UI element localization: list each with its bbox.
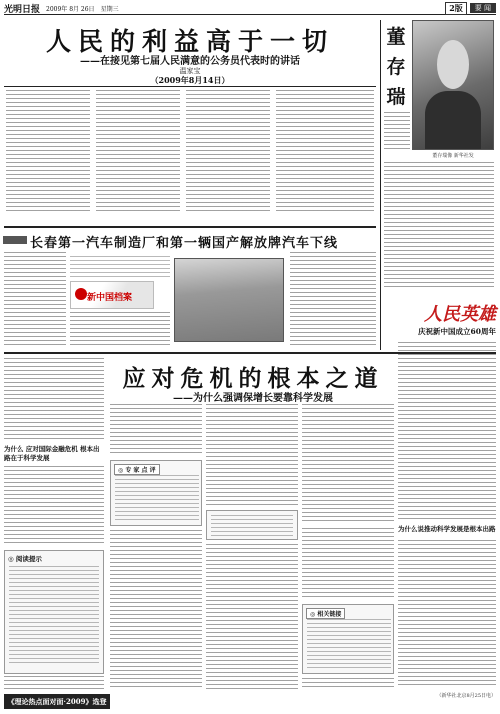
article-body <box>96 90 180 212</box>
main-dateline: （2009年8月14日） <box>150 75 230 85</box>
page-number: 2版 <box>445 2 467 15</box>
section-name: 要 闻 <box>470 3 496 13</box>
related-box-label: ◎ 相关链接 <box>306 608 345 619</box>
archive-badge <box>70 281 154 309</box>
article-body <box>70 256 170 278</box>
article-body <box>4 252 66 348</box>
article-body <box>4 676 104 690</box>
reading-tips-box <box>4 550 104 674</box>
main-headline: 人民的利益高于一切 <box>45 27 334 56</box>
article-body <box>110 404 202 454</box>
expert-box <box>110 460 202 526</box>
archive-badge-label: 新中国档案 <box>87 293 133 303</box>
reading-tips-label: ◎ 阅读提示 <box>8 555 42 563</box>
feature-subhead: ——为什么强调保增长要靠科学发展 <box>173 393 333 404</box>
series-footer: 《理论热点面对面·2009》选登 <box>4 694 110 709</box>
article-body <box>384 162 494 288</box>
issue-weekday: 星期三 <box>100 5 119 13</box>
article-body <box>6 90 90 212</box>
portrait-photo <box>412 20 494 150</box>
newspaper-logo: 光明日报 <box>4 4 41 15</box>
article-body <box>290 252 376 348</box>
article-body <box>206 404 298 506</box>
article-body <box>276 90 374 212</box>
photo-caption: 董存瑞像 新华社发 <box>432 153 474 159</box>
feature-column-subtitle: 庆祝新中国成立60周年 <box>418 327 496 336</box>
main-subhead: ——在接见第七届人民满意的公务员代表时的讲话 <box>80 56 300 67</box>
article-body <box>398 540 496 688</box>
main-author: 温家宝 <box>179 67 201 75</box>
article-body <box>186 90 270 212</box>
subsection-heading: 为什么说推动科学发展是根本出路 <box>398 525 496 533</box>
pull-quote <box>206 510 298 540</box>
truck-photo <box>174 258 284 342</box>
article-body <box>70 312 170 348</box>
pull-quote-text <box>211 515 293 537</box>
section-marker <box>3 236 27 244</box>
expert-box-label: ◎ 专 家 点 评 <box>114 464 160 475</box>
article-body <box>302 404 394 524</box>
article-body <box>302 528 394 600</box>
masthead <box>4 2 496 15</box>
issue-date: 2009年 8月 26日 <box>46 5 95 13</box>
feature-headline: 应对危机的根本之道 <box>122 365 384 392</box>
archive-headline: 长春第一汽车制造厂和第一辆国产解放牌汽车下线 <box>30 236 339 251</box>
article-body <box>398 342 496 520</box>
article-body <box>384 112 410 152</box>
reading-tips-body <box>9 566 99 666</box>
divider <box>4 226 376 228</box>
divider <box>4 86 376 87</box>
column-divider <box>380 20 381 350</box>
subsection-heading: 为什么 应对国际金融危机 根本出路在于科学发展 <box>4 445 100 462</box>
star-icon <box>75 288 87 300</box>
expert-box-body <box>115 475 199 523</box>
article-body <box>110 530 202 690</box>
feature-name: 董存瑞 <box>386 26 406 108</box>
article-body <box>302 678 394 690</box>
related-box-body <box>307 619 391 671</box>
feature-column-title: 人民英雄 <box>424 304 496 325</box>
article-body <box>4 466 104 546</box>
related-box <box>302 604 394 674</box>
source-note: （新华社北京8月25日电） <box>436 693 496 699</box>
article-body <box>4 358 104 440</box>
article-body <box>206 544 298 690</box>
